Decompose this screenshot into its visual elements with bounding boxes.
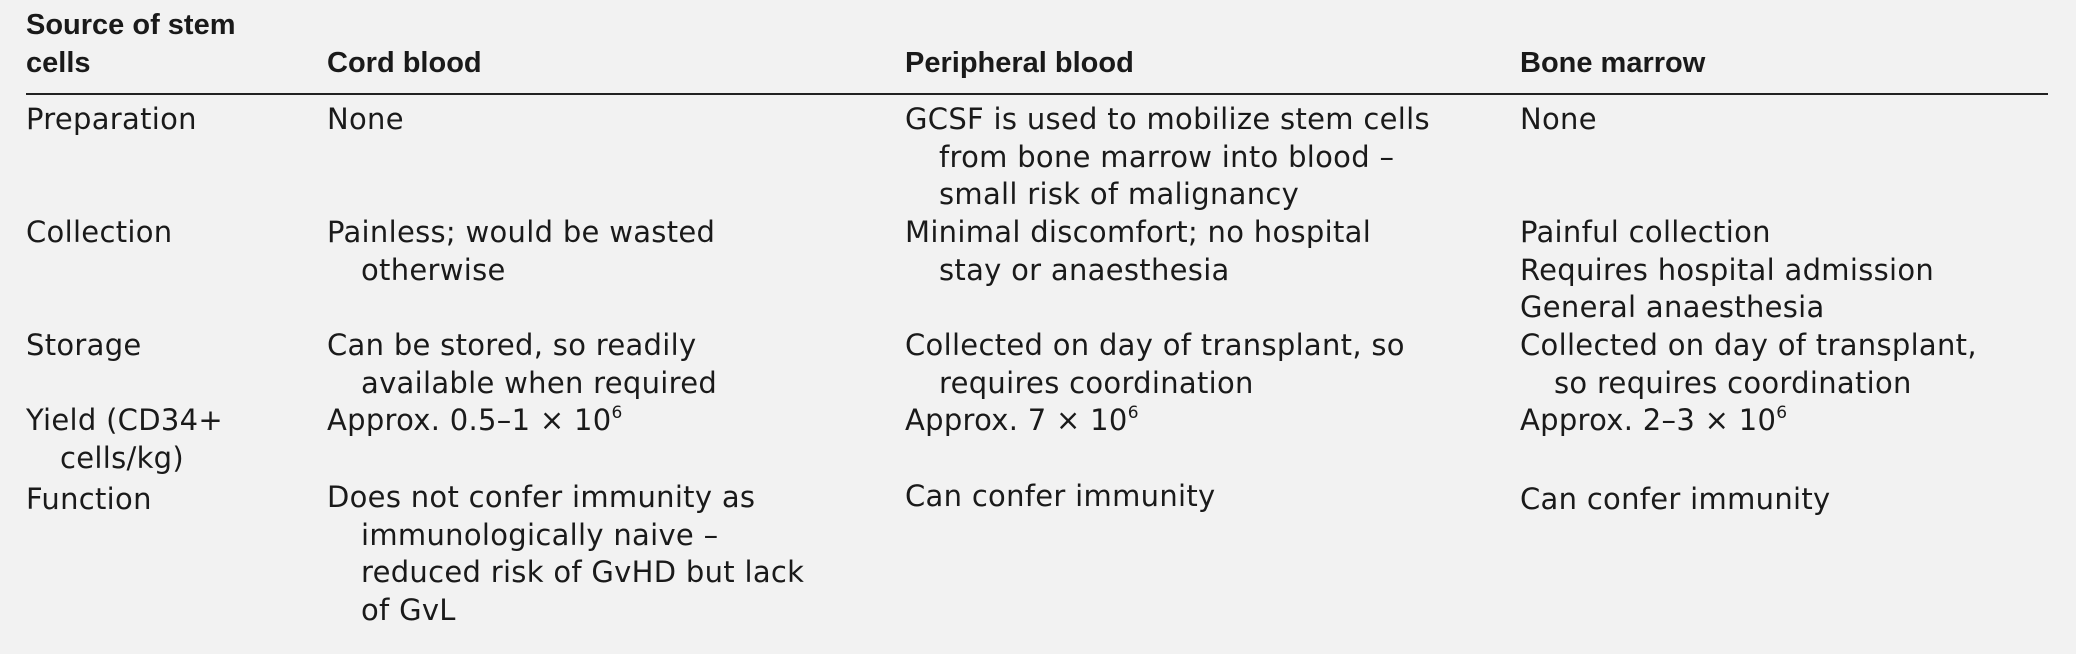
yield-value: Approx. 2–3 × 10 <box>1520 403 1777 437</box>
header-peripheral-blood: Peripheral blood <box>905 47 1134 79</box>
row-preparation-label <box>26 101 197 139</box>
row-yield-peripheral <box>905 402 1139 445</box>
yield-value: Approx. 7 × 10 <box>905 403 1128 437</box>
yield-exponent: 6 <box>1776 403 1788 423</box>
row-label-line: Collection <box>26 215 173 249</box>
cell-line: Does not confer immunity as <box>327 480 756 514</box>
cell-line: of GvL <box>361 592 456 627</box>
row-collection-peripheral <box>905 214 1371 289</box>
row-collection-cord <box>327 214 715 289</box>
row-storage-peripheral <box>905 327 1405 402</box>
cell-line: None <box>1520 102 1597 136</box>
row-collection-marrow <box>1520 214 1934 327</box>
cell-line: available when required <box>361 365 718 400</box>
row-label-line: Yield (CD34+ <box>26 403 223 437</box>
header-source-line-2: cells <box>26 47 91 79</box>
row-preparation-cord <box>327 101 404 139</box>
row-label-line: Storage <box>26 328 142 362</box>
cell-line: Collected on day of transplant, so <box>905 328 1405 362</box>
row-label-line: Function <box>26 482 152 516</box>
row-function-marrow <box>1520 481 1830 519</box>
row-yield-cord <box>327 402 623 445</box>
cell-line: GCSF is used to mobilize stem cells <box>905 102 1430 136</box>
header-bone-marrow: Bone marrow <box>1520 47 1706 79</box>
cell-line <box>1520 402 1787 445</box>
cell-line: Can confer immunity <box>1520 482 1831 516</box>
row-yield-marrow <box>1520 402 1787 445</box>
yield-value: Approx. 0.5–1 × 10 <box>327 403 612 437</box>
cell-line: stay or anaesthesia <box>939 252 1230 287</box>
row-function-cord <box>327 479 804 629</box>
row-collection-label <box>26 214 172 252</box>
cell-line: Can be stored, so readily <box>327 328 697 362</box>
cell-line: Painless; would be wasted <box>327 215 716 249</box>
row-storage-cord <box>327 327 717 402</box>
cell-line: Collected on day of transplant, <box>1520 328 1977 362</box>
cell-line: Minimal discomfort; no hospital <box>905 215 1372 249</box>
cell-line: reduced risk of GvHD but lack <box>361 555 805 589</box>
cell-line: General anaesthesia <box>1520 290 1825 324</box>
cell-line <box>327 402 623 445</box>
cell-line <box>905 402 1139 445</box>
cell-line: small risk of malignancy <box>939 177 1300 211</box>
row-storage-label <box>26 327 142 365</box>
cell-line: from bone marrow into blood – <box>939 139 1395 174</box>
row-yield-label <box>26 402 223 477</box>
row-preparation-marrow <box>1520 101 1597 139</box>
cell-line: Can confer immunity <box>905 479 1216 513</box>
row-function-peripheral <box>905 478 1215 516</box>
cell-line: immunologically naive – <box>361 517 719 552</box>
cell-line: so requires coordination <box>1554 365 1912 400</box>
cell-line: None <box>327 102 404 136</box>
cell-line: otherwise <box>361 252 506 287</box>
header-rule <box>26 93 2048 95</box>
row-label-line: Preparation <box>26 102 197 136</box>
cell-line: Painful collection <box>1520 215 1771 249</box>
cell-line: Requires hospital admission <box>1520 252 1935 287</box>
row-storage-marrow <box>1520 327 1977 402</box>
row-label-line: cells/kg) <box>60 440 184 475</box>
cell-line: requires coordination <box>939 365 1254 400</box>
row-function-label <box>26 481 152 519</box>
row-preparation-peripheral <box>905 101 1430 214</box>
yield-exponent: 6 <box>611 403 623 423</box>
header-cord-blood: Cord blood <box>327 47 482 79</box>
header-source-of-stem-cells <box>26 6 236 82</box>
yield-exponent: 6 <box>1127 403 1139 423</box>
header-source-line-1: Source of stem <box>26 9 236 41</box>
